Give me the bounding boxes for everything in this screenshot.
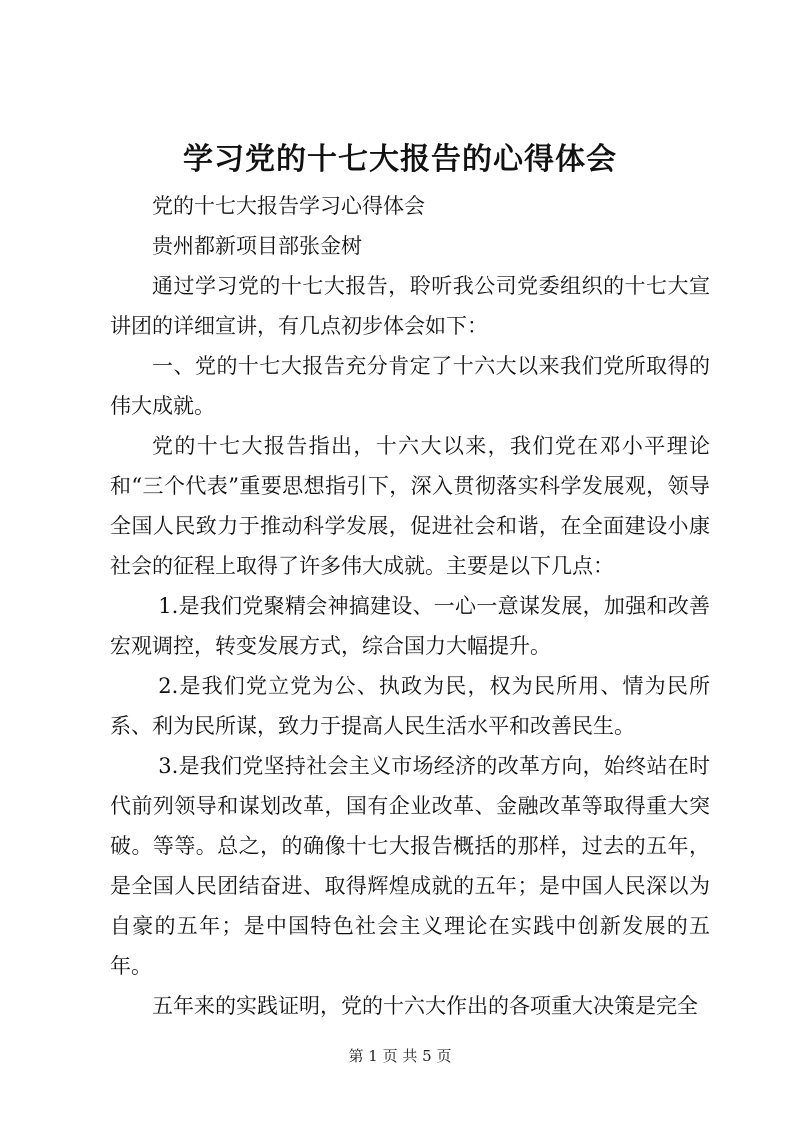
paragraph-section-heading: 一、党的十七大报告充分肯定了十六大以来我们党所取得的伟大成就。	[110, 354, 710, 418]
document-body	[110, 186, 710, 1026]
paragraph-report-summary: 党的十七大报告指出，十六大以来，我们党在邓小平理论和“三个代表”重要思想指引下，深入贯彻落实科学发展观，领导全国人民致力于推动科学发展，促进社会和谐，在全面建设小康社会的征程上取得了许多伟大成就。主要是以下几点：	[110, 434, 710, 578]
paragraph-author: 贵州都新项目部张金树	[152, 234, 362, 258]
document-title: 学习党的十七大报告的心得体会	[183, 142, 617, 177]
paragraph-point-2: 2.是我们党立党为公、执政为民，权为民所用、情为民所系、利为民所谋，致力于提高人民生活水平和改善民生。	[110, 674, 710, 738]
paragraph-conclusion: 五年来的实践证明，党的十六大作出的各项重大决策是完全	[152, 994, 698, 1018]
page-footer: 第 1 页 共 5 页	[348, 1047, 452, 1065]
paragraph-intro: 通过学习党的十七大报告，聆听我公司党委组织的十七大宣讲团的详细宣讲，有几点初步体会如下：	[110, 274, 710, 338]
paragraph-subtitle: 党的十七大报告学习心得体会	[152, 194, 425, 218]
paragraph-point-1: 1.是我们党聚精会神搞建设、一心一意谋发展，加强和改善宏观调控，转变发展方式，综合国力大幅提升。	[110, 594, 710, 658]
paragraph-point-3: 3.是我们党坚持社会主义市场经济的改革方向，始终站在时代前列领导和谋划改革，国有企业改革、金融改革等取得重大突破。等等。总之，的确像十七大报告概括的那样，过去的五年，是全国人民团结奋进、取得辉煌成就的五年；是中国人民深以为自豪的五年；是中国特色社会主义理论在实践中创新发展的五年。	[110, 754, 710, 978]
